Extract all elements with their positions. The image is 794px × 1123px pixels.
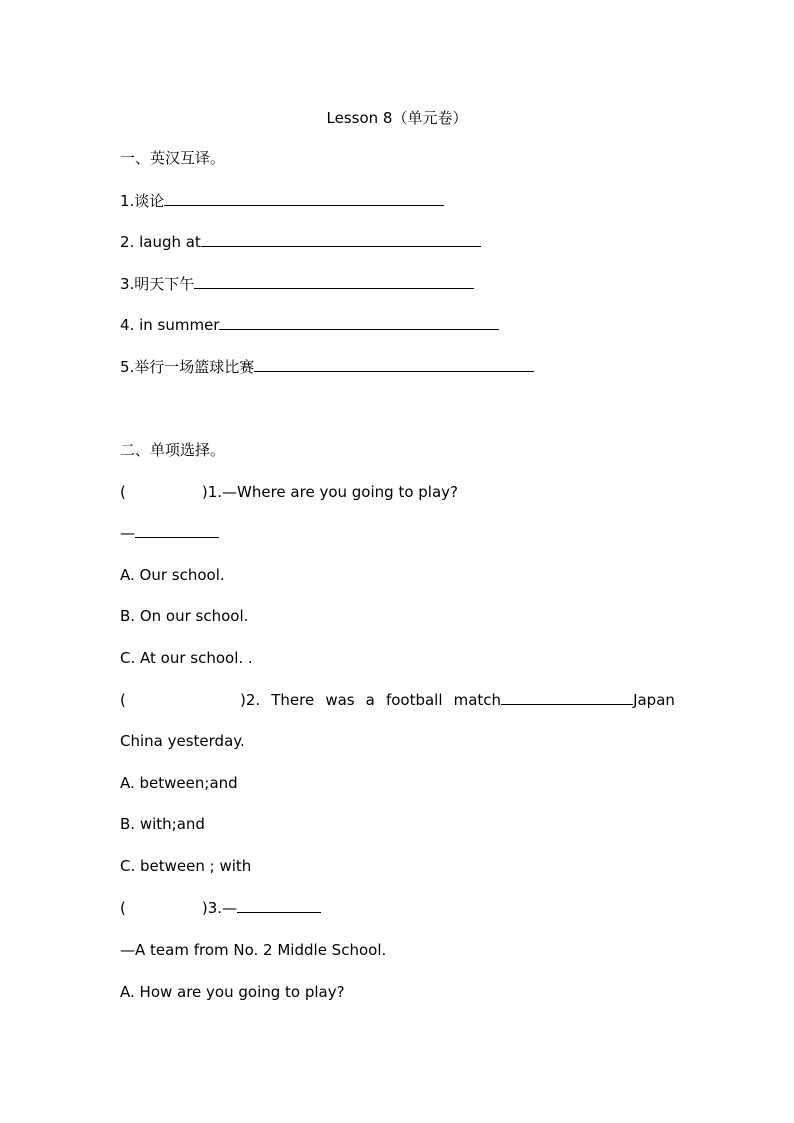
question-word: )2. bbox=[240, 691, 261, 709]
question-3-option-a: A. How are you going to play? bbox=[120, 983, 345, 1001]
answer-blank bbox=[237, 896, 321, 913]
open-paren: ( bbox=[120, 899, 126, 917]
answer-blank bbox=[164, 189, 444, 206]
item-text: 5.举行一场篮球比赛 bbox=[120, 358, 255, 376]
question-2-continuation: China yesterday. bbox=[120, 732, 245, 750]
translation-item-2 bbox=[120, 230, 481, 254]
question-word: was bbox=[325, 691, 355, 709]
question-2-option-c: C. between ; with bbox=[120, 857, 252, 875]
dash: — bbox=[120, 524, 135, 542]
translation-item-4 bbox=[120, 313, 499, 337]
open-paren: ( bbox=[120, 483, 126, 501]
translation-item-1 bbox=[120, 189, 444, 213]
question-word: football bbox=[385, 691, 443, 709]
question-2-option-a: A. between;and bbox=[120, 774, 238, 792]
question-word: match bbox=[453, 691, 502, 709]
answer-blank bbox=[194, 272, 474, 289]
question-1-stem bbox=[120, 480, 458, 504]
question-2-stem bbox=[120, 688, 675, 712]
question-1-option-a: A. Our school. bbox=[120, 566, 225, 584]
item-text: 2. laugh at bbox=[120, 233, 201, 251]
question-3-stem bbox=[120, 896, 321, 920]
answer-blank bbox=[135, 521, 219, 538]
open-paren: ( bbox=[120, 691, 126, 709]
question-word-with-blank bbox=[454, 688, 675, 712]
question-text: )3.— bbox=[201, 899, 238, 917]
question-2-option-b: B. with;and bbox=[120, 815, 205, 833]
question-1-option-b: B. On our school. bbox=[120, 607, 249, 625]
question-3-answer: —A team from No. 2 Middle School. bbox=[120, 941, 387, 959]
answer-space bbox=[137, 688, 229, 712]
section1-heading: 一、英汉互译。 bbox=[120, 149, 226, 167]
question-text: )1.—Where are you going to play? bbox=[201, 483, 458, 501]
translation-item-5 bbox=[120, 355, 534, 379]
question-word: a bbox=[365, 691, 375, 709]
item-text: 1.谈论 bbox=[120, 192, 165, 210]
answer-blank bbox=[201, 230, 481, 247]
item-text: 3.明天下午 bbox=[120, 275, 195, 293]
answer-blank bbox=[219, 313, 499, 330]
translation-item-3 bbox=[120, 272, 474, 296]
answer-blank bbox=[254, 355, 534, 372]
answer-blank bbox=[501, 688, 633, 705]
question-1-option-c: C. At our school. . bbox=[120, 649, 253, 667]
page-title: Lesson 8（单元卷） bbox=[326, 109, 468, 127]
item-text: 4. in summer bbox=[120, 316, 220, 334]
question-word: Japan bbox=[633, 691, 675, 709]
question-1-answer-line bbox=[120, 521, 219, 545]
question-word: There bbox=[271, 691, 315, 709]
section2-heading: 二、单项选择。 bbox=[120, 441, 226, 459]
